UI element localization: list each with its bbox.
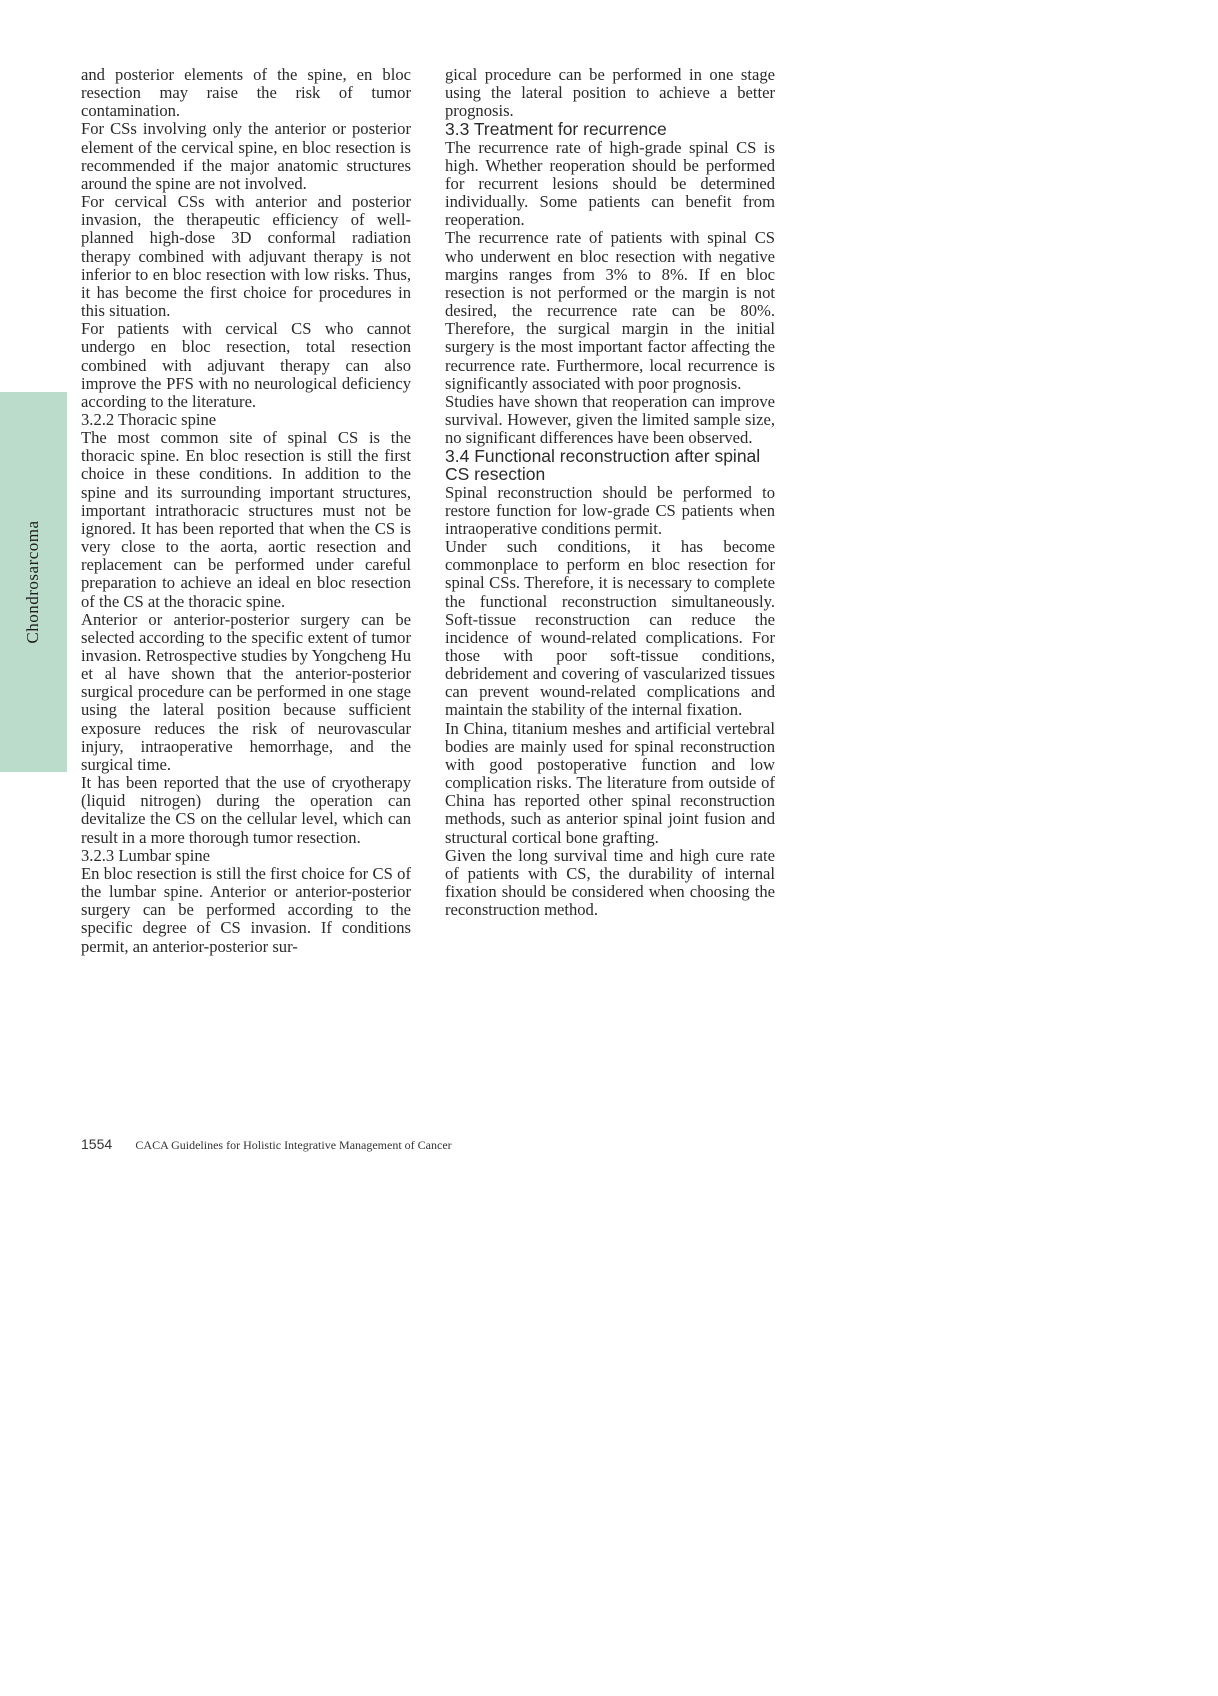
paragraph: Spinal reconstruction should be performed to restore function for low-grade CS patients when intraoperative conditions permit.	[445, 482, 775, 538]
paragraph: For patients with cervical CS who cannot undergo en bloc resection, total resection combined with adjuvant therapy can also improve the PFS with no neurological deficiency according to the literature.	[81, 319, 411, 411]
subheading-lumbar-spine: 3.2.3 Lumbar spine	[81, 845, 211, 865]
side-tab-label: Chondrosarcoma	[23, 520, 42, 644]
paragraph: In China, titanium meshes and artificial vertebral bodies are mainly used for spinal reconstruction with good postoperative function and low complication risks. The literature from outside of China has reported other spinal reconstruction methods, such as anterior spinal joint fusion and structural cortical bone grafting.	[445, 718, 775, 847]
right-column	[445, 66, 775, 919]
paragraph: and posterior elements of the spine, en bloc resection may raise the risk of tumor contamination.	[81, 65, 411, 121]
subheading-thoracic-spine: 3.2.2 Thoracic spine	[81, 409, 217, 429]
section-heading-reconstruction: 3.4 Functional reconstruction after spinal CS resection	[445, 446, 761, 485]
section-heading-recurrence: 3.3 Treatment for recurrence	[445, 119, 667, 140]
paragraph: Given the long survival time and high cure rate of patients with CS, the durability of internal fixation should be considered when choosing the reconstruction method.	[445, 845, 775, 920]
paragraph: For cervical CSs with anterior and posterior invasion, the therapeutic efficiency of well-planned high-dose 3D conformal radiation therapy combined with adjuvant therapy is not inferior to en bloc resection with low risks. Thus, it has become the first choice for procedures in this situation.	[81, 192, 411, 321]
paragraph: The recurrence rate of patients with spinal CS who underwent en bloc resection with negative margins ranges from 3% to 8%. If en bloc resection is not performed or the margin is not desired, the recurrence rate can be 80%. Therefore, the surgical margin in the initial surgery is the most important factor affecting the recurrence rate. Furthermore, local recurrence is significantly associated with poor prognosis.	[445, 228, 775, 393]
paragraph: gical procedure can be performed in one stage using the lateral position to achieve a better prognosis.	[445, 65, 775, 121]
paragraph: The most common site of spinal CS is the thoracic spine. En bloc resection is still the first choice in these conditions. In addition to the spine and its surrounding important structures, important intrathoracic structures must not be ignored. It has been reported that when the CS is very close to the aorta, aortic resection and replacement can be performed under careful preparation to achieve an ideal en bloc resection of the CS at the thoracic spine.	[81, 428, 411, 611]
paragraph: It has been reported that the use of cryotherapy (liquid nitrogen) during the operation can devitalize the CS on the cellular level, which can result in a more thorough tumor resection.	[81, 773, 411, 847]
left-column	[81, 66, 411, 956]
page-number: 1554	[81, 1136, 113, 1152]
paragraph: For CSs involving only the anterior or posterior element of the cervical spine, en bloc resection is recommended if the major anatomic structures around the spine are not involved.	[81, 119, 411, 193]
paragraph: En bloc resection is still the first choice for CS of the lumbar spine. Anterior or anterior-posterior surgery can be performed according to the specific degree of CS invasion. If conditions permit, an anterior-posterior sur-	[81, 863, 411, 956]
journal-title: CACA Guidelines for Holistic Integrative Management of Cancer	[135, 1138, 452, 1152]
paragraph: Under such conditions, it has become commonplace to perform en bloc resection for spinal CSs. Therefore, it is necessary to complete the functional reconstruction simultaneously. Soft-tissue reconstruction can reduce the incidence of wound-related complications. For those with poor soft-tissue conditions, debridement and covering of vascularized tissues can prevent wound-related complications and maintain the stability of the internal fixation.	[445, 537, 775, 720]
paragraph: Anterior or anterior-posterior surgery can be selected according to the specific extent of tumor invasion. Retrospective studies by Yongcheng Hu et al have shown that the anterior-posterior surgical procedure can be performed in one stage using the lateral position because sufficient exposure reduces the risk of neurovascular injury, intraoperative hemorrhage, and the surgical time.	[81, 609, 411, 774]
paragraph: The recurrence rate of high-grade spinal CS is high. Whether reoperation should be performed for recurrent lesions should be determined individually. Some patients can benefit from reoperation.	[445, 137, 775, 230]
paragraph: Studies have shown that reoperation can improve survival. However, given the limited sample size, no significant differences have been observed.	[445, 391, 775, 448]
page-footer	[81, 1136, 452, 1153]
